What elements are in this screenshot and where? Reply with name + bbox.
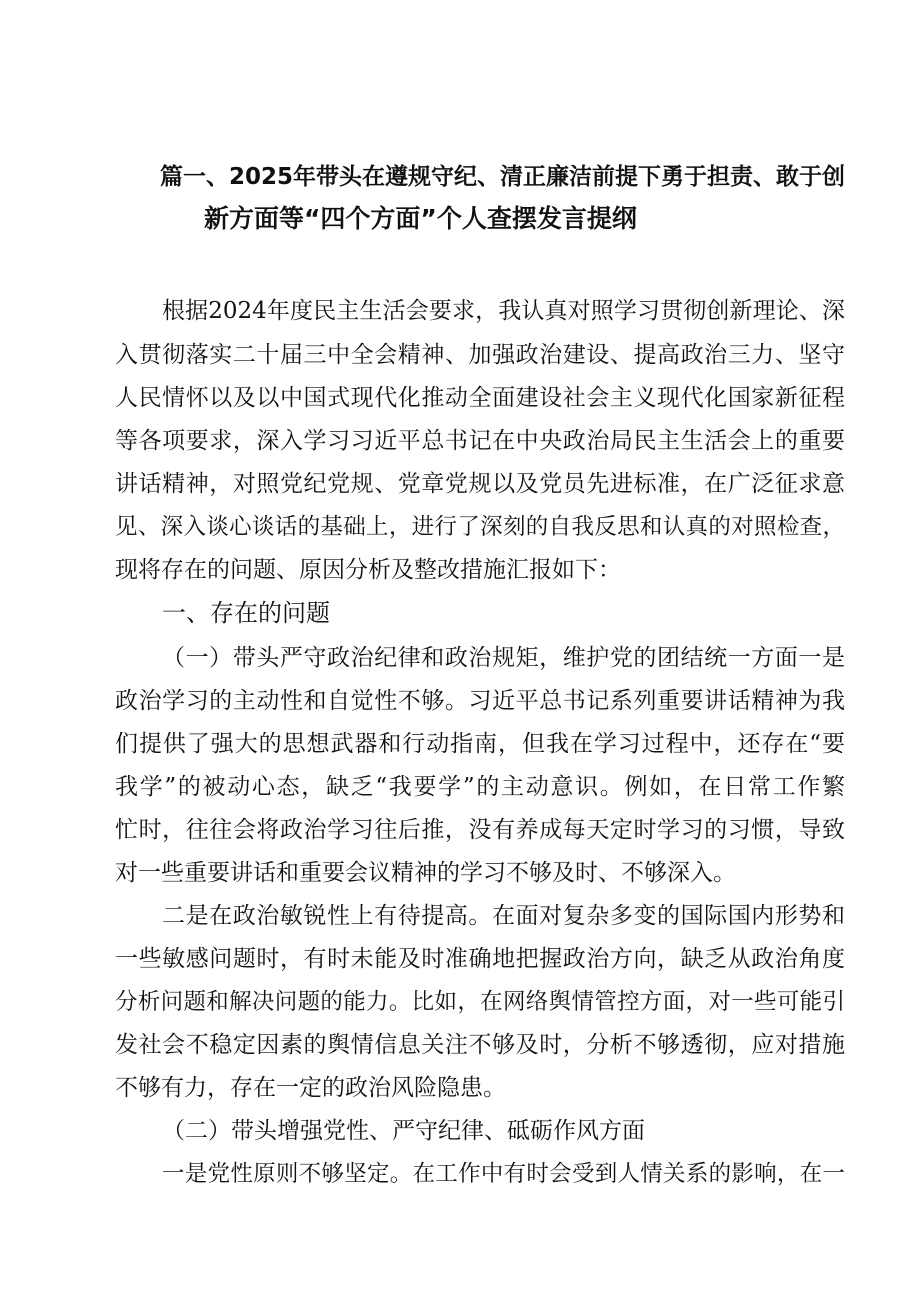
sub1-point2-line: 不够有力，存在一定的政治风险隐患。 (115, 1075, 506, 1101)
intro-line: 见、深入谈心谈话的基础上，进行了深刻的自我反思和认真的对照检查， (115, 514, 845, 540)
sub1-point2-line: 分析问题和解决问题的能力。比如，在网络舆情管控方面，对一些可能引 (115, 989, 845, 1015)
sub2-line: 一是党性原则不够坚定。在工作中有时会受到人情关系的影响，在一 (162, 1161, 845, 1187)
section-heading: 一、存在的问题 (162, 599, 330, 627)
sub1-line: 忙时，往往会将政治学习往后推，没有养成每天定时学习的习惯，导致 (115, 817, 845, 843)
sub2-heading: （二）带头增强党性、严守纪律、砥砺作风方面 (162, 1118, 645, 1144)
intro-line: 讲话精神，对照党纪党规、党章党规以及党员先进标准，在广泛征求意 (115, 471, 845, 497)
document-title-line-1: 篇一、2025年带头在遵规守纪、清正廉洁前提下勇于担责、敢于创 (160, 164, 846, 190)
sub1-point2-line: 一些敏感问题时，有时未能及时准确地把握政治方向，缺乏从政治角度 (115, 946, 845, 972)
sub1-point2-line: 发社会不稳定因素的舆情信息关注不够及时，分析不够透彻，应对措施 (115, 1032, 845, 1058)
sub1-line: 们提供了强大的思想武器和行动指南，但我在学习过程中，还存在“要 (115, 731, 845, 757)
sub1-line: 我学”的被动心态，缺乏“我要学”的主动意识。例如，在日常工作繁 (115, 774, 845, 800)
sub1-line: 政治学习的主动性和自觉性不够。习近平总书记系列重要讲话精神为我 (115, 688, 845, 714)
intro-line: 现将存在的问题、原因分析及整改措施汇报如下： (115, 557, 621, 583)
intro-line: 入贯彻落实二十届三中全会精神、加强政治建设、提高政治三力、坚守 (115, 342, 845, 368)
sub1-point2-line: 二是在政治敏锐性上有待提高。在面对复杂多变的国际国内形势和 (162, 903, 845, 929)
sub1-line: 对一些重要讲话和重要会议精神的学习不够及时、不够深入。 (115, 860, 736, 886)
sub1-line: （一）带头严守政治纪律和政治规矩，维护党的团结统一方面一是 (162, 645, 845, 671)
intro-line: 人民情怀以及以中国式现代化推动全面建设社会主义现代化国家新征程 (115, 385, 845, 411)
document-title-line-2: 新方面等“四个方面”个人查摆发言提纲 (204, 204, 637, 233)
intro-line: 根据2024年度民主生活会要求，我认真对照学习贯彻创新理论、深 (162, 298, 845, 324)
intro-line: 等各项要求，深入学习习近平总书记在中央政治局民主生活会上的重要 (115, 428, 845, 454)
